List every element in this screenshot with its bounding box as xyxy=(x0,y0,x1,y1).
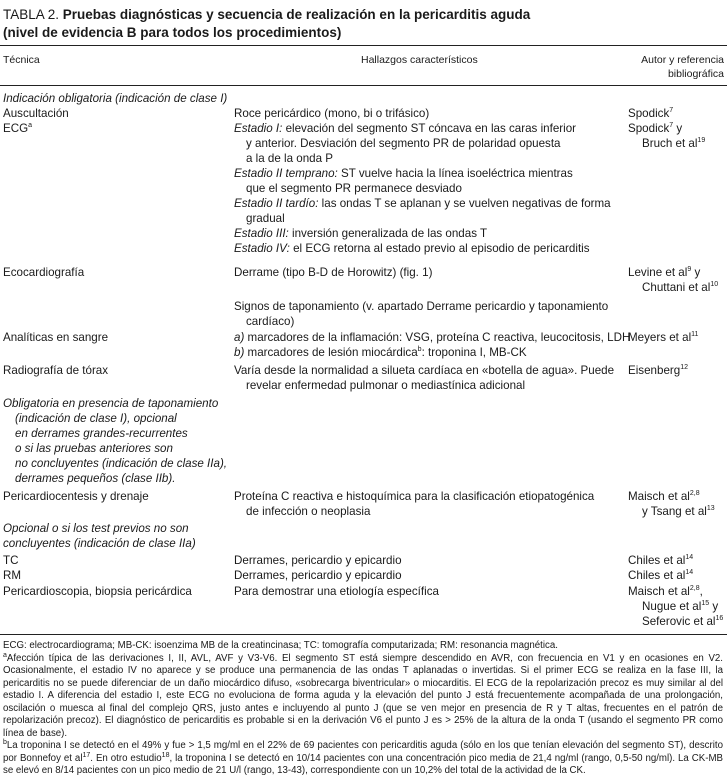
header-autor: Autor y referencia bibliográfica xyxy=(641,54,724,80)
ecg-estadio-3: Estadio III: inversión generalizada de las ondas T xyxy=(234,227,488,240)
hallazgo-auscultacion: Roce pericárdico (mono, bi o trifásico) xyxy=(234,107,430,120)
tecnica-radiografia: Radiografía de tórax xyxy=(3,364,109,377)
hallazgo-radiografia: Varía desde la normalidad a silueta cardíaca en «botella de agua». Puede xyxy=(234,364,615,377)
autor-eco-2: Chuttani et $al^{10}$ xyxy=(642,281,719,294)
indicacion-obligatoria: Indicación obligatoria (indicación de clase I) xyxy=(3,92,228,105)
hallazgo-pericardioscopia: Para demostrar una etiología específica xyxy=(234,585,439,598)
hallazgo-tc: Derrames, pericardio y epicardio xyxy=(234,554,402,567)
tecnica-rm: RM xyxy=(3,569,22,582)
ecg-estadio-2-tardio: Estadio II tardío: las ondas T se aplanan y se vuelven negativas de forma xyxy=(234,197,611,210)
tecnica-analiticas: Analíticas en sangre xyxy=(3,331,109,344)
hallazgo-analiticas-b: b) marcadores de lesión miocárdica$^b$: troponina I, MB-CK xyxy=(234,346,527,359)
autor-pericardioscopia-2: Nugue et $al^{15}$ y xyxy=(642,600,719,613)
header-rule xyxy=(0,85,727,86)
hallazgo-pericardiocentesis: Proteína C reactiva e histoquímica para la clasificación etiopatogénica xyxy=(234,490,595,503)
hallazgo-analiticas-a: a) marcadores de la inflamación: VSG, proteína C reactiva, leucocitosis, LDH xyxy=(234,331,631,344)
tecnica-ecg: ECG$^a$ xyxy=(3,122,33,135)
top-rule xyxy=(0,45,727,46)
hallazgo-eco-derrame: Derrame (tipo B-D de Horowitz) (fig. 1) xyxy=(234,266,433,279)
tecnica-pericardioscopia: Pericardioscopia, biopsia pericárdica xyxy=(3,585,192,598)
table-title xyxy=(3,6,723,42)
autor-eco-1: Levine et $al^9$ y xyxy=(628,266,701,279)
tecnica-auscultacion: Auscultación xyxy=(3,107,69,120)
autor-pericardiocentesis-1: Maisch et al$^{2,8}$ xyxy=(628,490,700,503)
footnotes xyxy=(3,640,723,778)
autor-rm: Chiles et $al^{14}$ xyxy=(628,569,694,582)
table-subtitle: (nivel de evidencia B para todos los procedimientos) xyxy=(3,25,342,40)
hallazgo-eco-taponamiento: Signos de taponamiento (v. apartado Derrame pericardio y taponamiento xyxy=(234,300,609,313)
autor-radiografia: Eisenberg$^{12}$ xyxy=(628,364,689,377)
table-caption: Pruebas diagnósticas y secuencia de realización en la pericarditis aguda xyxy=(62,7,531,22)
autor-pericardioscopia-1: Maisch et al$^{2,8}$, xyxy=(628,585,703,598)
ecg-estadio-2-temprano: Estadio II temprano: ST vuelve hacia la línea isoeléctrica mientras xyxy=(234,167,573,180)
autor-auscultacion: Spodick$^7$ xyxy=(628,107,674,120)
ecg-estadio-1: Estadio I: elevación del segmento ST cóncava en las caras inferior xyxy=(234,122,577,135)
footnote-b: $^b$La troponina I se detectó en el 49% y fue > 1,5 mg/ml en el 22% de 69 pacientes con pericarditis aguda (sólo en los que tenían elevación del segmento ST), descrito por Bonnefoy et $al^{17}$. En otro estudio$^{18}$, la troponina I se detectó en 10/14 pacientes con una concentración pico media de 21,4 ng/ml (rango, 0,5-50 ng/ml). La CK-MB se elevó en 8/14 pacientes con un pico medio de 21 U/l (rango, 13-43), correspondiente con un 10,2% del total de la actividad de la CK. xyxy=(3,738,724,776)
tecnica-eco: Ecocardiografía xyxy=(3,266,85,279)
footnote-a: $^a$Afección típica de las derivaciones I, II, AVL, AVF y V3-V6. El segmento ST está siempre descendido en AVR, con frecuencia en V1 y en ocasiones en V2. Ocasionalmente, el estadio IV no aparece y se produce una permanencia de las ondas T aplanadas o invertidas. Si el primer ECG se realiza en la fase III, la pericarditis no se puede diferenciar de un daño miocárdico difuso, «sobrecarga biventricular» o miocarditis. El ECG de la repolarización precoz es muy similar al del estadio I. A diferencia del estadio I, este ECG no evoluciona de forma aguda y la elevación del punto J está frecuentemente acompañada de una prolongación, oscilación o muesca al final del complejo QRS, justo antes e incluyendo al punto J (que se ven mejor en presencia de R y T altas, frecuentes en el patrón de repolarización precoz). El diagnóstico de pericarditis es probable si en la derivación V6 el punto J es > 25% de la altura de la onda T (usando el segmento PR como línea de base). xyxy=(3,651,723,739)
header-hallazgos: Hallazgos característicos xyxy=(361,54,478,66)
footnote-abbreviations: ECG: electrocardiograma; MB-CK: isoenzima MB de la creatincinasa; TC: tomografía computarizada; RM: resonancia magnética. xyxy=(3,640,558,651)
autor-analiticas: Meyers et $al^{11}$ xyxy=(628,331,699,344)
tecnica-pericardiocentesis: Pericardiocentesis y drenaje xyxy=(3,490,149,503)
autor-ecg-1: Spodick$^7$ y xyxy=(628,122,683,135)
header-tecnica: Técnica xyxy=(3,54,40,66)
autor-tc: Chiles et $al^{14}$ xyxy=(628,554,694,567)
bottom-rule xyxy=(0,634,727,635)
autor-pericardiocentesis-2: y Tsang et $al^{13}$ xyxy=(642,505,715,518)
tecnica-tc: TC xyxy=(3,554,19,567)
hallazgo-rm: Derrames, pericardio y epicardio xyxy=(234,569,402,582)
autor-ecg-2: Bruch et $al^{19}$ xyxy=(642,137,706,150)
table-number: TABLA 2. xyxy=(3,7,60,22)
ecg-estadio-4: Estadio IV: el ECG retorna al estado previo al episodio de pericarditis xyxy=(234,242,590,255)
autor-pericardioscopia-3: Seferovic et $al^{16}$ xyxy=(642,615,724,628)
